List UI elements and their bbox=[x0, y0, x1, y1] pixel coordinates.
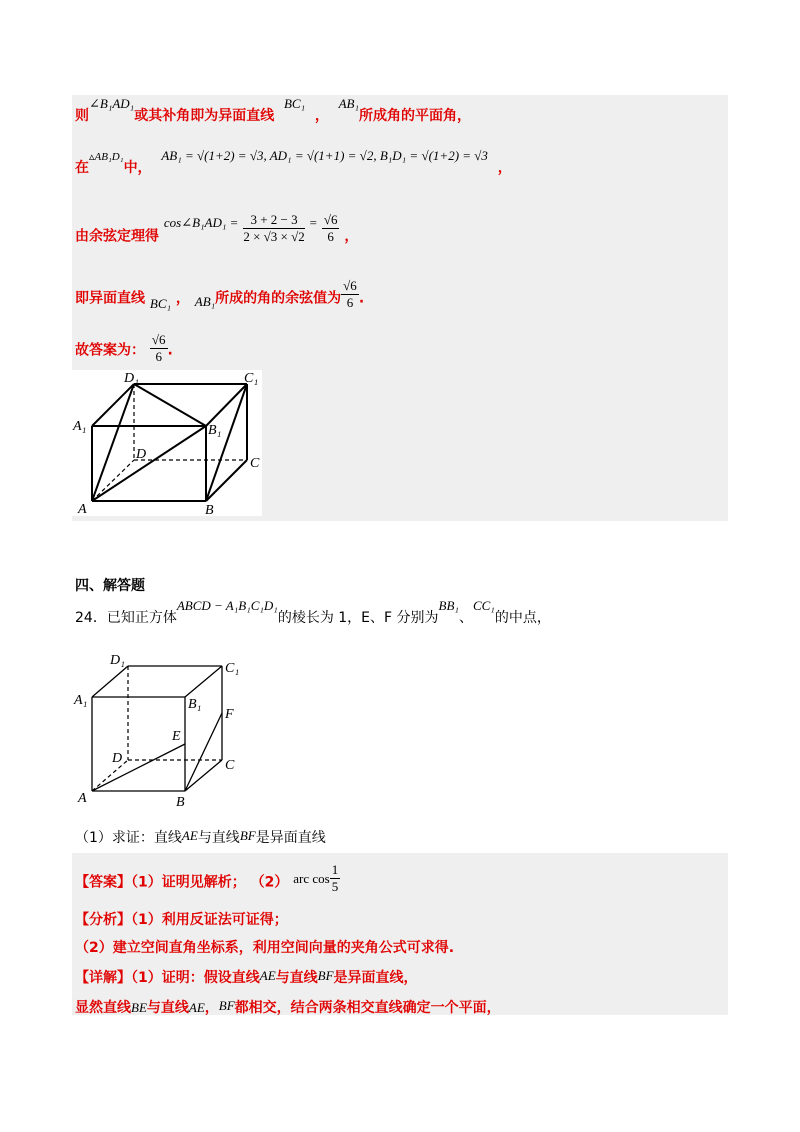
section-heading: 四、解答题 bbox=[75, 578, 145, 594]
edge-bc bbox=[185, 760, 222, 791]
analysis-line-2: （2）建立空间直角坐标系，利用空间向量的夹角公式可求得. bbox=[75, 940, 455, 956]
denominator: 5 bbox=[331, 879, 339, 894]
text: （1）证明见解析； bbox=[131, 874, 246, 891]
denominator: 2 × √3 × √2 bbox=[243, 229, 305, 244]
label-b1: B₁ bbox=[188, 697, 202, 712]
detail-label: 【详解】 bbox=[75, 970, 131, 986]
text: 显然直线 bbox=[75, 1000, 131, 1016]
math-ab1: AB₁ bbox=[194, 293, 216, 309]
label-b: B bbox=[176, 795, 185, 810]
text: 在 bbox=[75, 160, 89, 176]
math-ae: AE bbox=[259, 968, 276, 983]
label-d1: D₁ bbox=[124, 371, 139, 386]
text: 中， bbox=[123, 160, 152, 176]
text: 则 bbox=[75, 108, 89, 124]
math-bf: BF bbox=[218, 998, 235, 1013]
fraction bbox=[341, 278, 359, 311]
label-d: D bbox=[112, 751, 123, 766]
numerator: √6 bbox=[323, 212, 338, 227]
math-cc1: CC₁ bbox=[472, 598, 495, 613]
edge-b1c1 bbox=[185, 666, 222, 697]
math-bb1: BB₁ bbox=[438, 598, 459, 613]
text: 与直线 bbox=[146, 1000, 189, 1016]
text: 都相交，结合两条相交直线确定一个平面， bbox=[234, 1000, 501, 1016]
solution-line-2 bbox=[75, 148, 512, 179]
numerator: 3 + 2 − 3 bbox=[243, 212, 304, 229]
text: 是异面直线 bbox=[255, 830, 326, 846]
text: ， bbox=[314, 108, 329, 124]
numerator: 1 bbox=[331, 862, 339, 877]
text: （1）证明：假设直线 bbox=[131, 970, 260, 986]
text: 是异面直线， bbox=[333, 970, 418, 986]
solution-line-3 bbox=[75, 212, 359, 253]
text: 的棱长为 1，E、F 分别为 bbox=[277, 610, 439, 626]
text: ， bbox=[344, 228, 359, 245]
text: 所成角的平面角， bbox=[359, 108, 471, 124]
math-arccos: arc cos bbox=[293, 870, 330, 886]
fraction bbox=[322, 212, 340, 245]
math-lengths: AB₁ = √(1+2) = √3, AD₁ = √(1+1) = √2, B₁D₁ = √(1+2) = √3 bbox=[161, 148, 488, 163]
math-ab1: AB₁ bbox=[338, 96, 359, 111]
text: 或其补角即为异面直线 bbox=[134, 108, 275, 124]
cuboid-figure-1 bbox=[72, 370, 262, 516]
analysis-line-1 bbox=[75, 910, 288, 930]
detail-line-1 bbox=[75, 968, 418, 988]
text: （1）求证：直线 bbox=[75, 830, 182, 846]
numerator: √6 bbox=[343, 278, 357, 293]
equals: = bbox=[309, 214, 317, 230]
problem-part-1 bbox=[75, 828, 326, 848]
answer-label: 【答案】 bbox=[75, 874, 131, 891]
text: . bbox=[358, 290, 365, 307]
label-f: F bbox=[225, 707, 234, 722]
text: （1）利用反证法可证得； bbox=[131, 912, 288, 928]
text: 已知正方体 bbox=[106, 610, 177, 626]
math-ae: AE bbox=[188, 1000, 205, 1015]
text: 所成的角的余弦值为 bbox=[215, 290, 342, 307]
label-c: C bbox=[225, 758, 235, 773]
edge-a1d1 bbox=[92, 666, 128, 697]
text: 即异面直线 bbox=[75, 290, 145, 307]
text: （2） bbox=[250, 874, 289, 891]
label-a1: A₁ bbox=[73, 419, 87, 434]
answer-line bbox=[75, 862, 340, 899]
denominator: 6 bbox=[155, 349, 162, 364]
label-a1: A₁ bbox=[74, 693, 88, 708]
math-bc1: BC₁ bbox=[149, 295, 172, 311]
label-b1: B₁ bbox=[208, 423, 222, 438]
text: 的中点， bbox=[494, 610, 551, 626]
text: ， bbox=[175, 290, 190, 307]
text: ， bbox=[204, 1000, 219, 1016]
figure-background bbox=[72, 370, 262, 516]
denominator: 6 bbox=[346, 295, 354, 310]
text: 与直线 bbox=[275, 970, 318, 986]
math-be: BE bbox=[131, 1000, 147, 1015]
problem-statement bbox=[75, 598, 551, 628]
fraction bbox=[243, 212, 304, 245]
solution-line-4 bbox=[75, 278, 365, 315]
numerator: √6 bbox=[151, 332, 166, 347]
analysis-label: 【分析】 bbox=[75, 912, 131, 928]
math-ae: AE bbox=[181, 828, 198, 843]
text: 由余弦定理得 bbox=[75, 228, 159, 245]
text: ， bbox=[497, 160, 512, 176]
label-a: A bbox=[78, 791, 87, 806]
label-c: C bbox=[250, 456, 260, 471]
fraction bbox=[150, 332, 168, 365]
math-cube-name: ABCD − A₁B₁C₁D₁ bbox=[176, 598, 278, 613]
segment-bf bbox=[185, 713, 222, 791]
math-cos-lhs: cos∠B₁AD₁ = bbox=[163, 214, 239, 230]
problem-number: 24． bbox=[75, 610, 107, 626]
label-b: B bbox=[205, 503, 214, 516]
label-d1: D₁ bbox=[110, 653, 125, 668]
text: 故答案为： bbox=[75, 342, 145, 359]
solution-line-1 bbox=[75, 96, 471, 126]
cube-figure-2 bbox=[72, 648, 262, 810]
label-c1: C₁ bbox=[225, 661, 240, 676]
text: 、 bbox=[458, 610, 473, 626]
text: 与直线 bbox=[197, 830, 240, 846]
denominator: 6 bbox=[327, 229, 334, 244]
label-a: A bbox=[78, 502, 87, 516]
solution-line-5 bbox=[75, 334, 173, 367]
label-e: E bbox=[172, 729, 181, 744]
math-bf: BF bbox=[317, 968, 334, 983]
detail-line-2 bbox=[75, 998, 501, 1018]
math-angle: ∠B₁AD₁ bbox=[89, 96, 135, 111]
math-triangle: ▵AB₁D₁ bbox=[89, 151, 124, 163]
segment-ae bbox=[92, 744, 185, 791]
label-c1: C₁ bbox=[244, 371, 259, 386]
fraction bbox=[330, 862, 341, 895]
text: . bbox=[167, 342, 173, 359]
label-d: D bbox=[136, 447, 147, 462]
math-bc1: BC₁ bbox=[283, 96, 306, 111]
math-bf: BF bbox=[239, 828, 256, 843]
